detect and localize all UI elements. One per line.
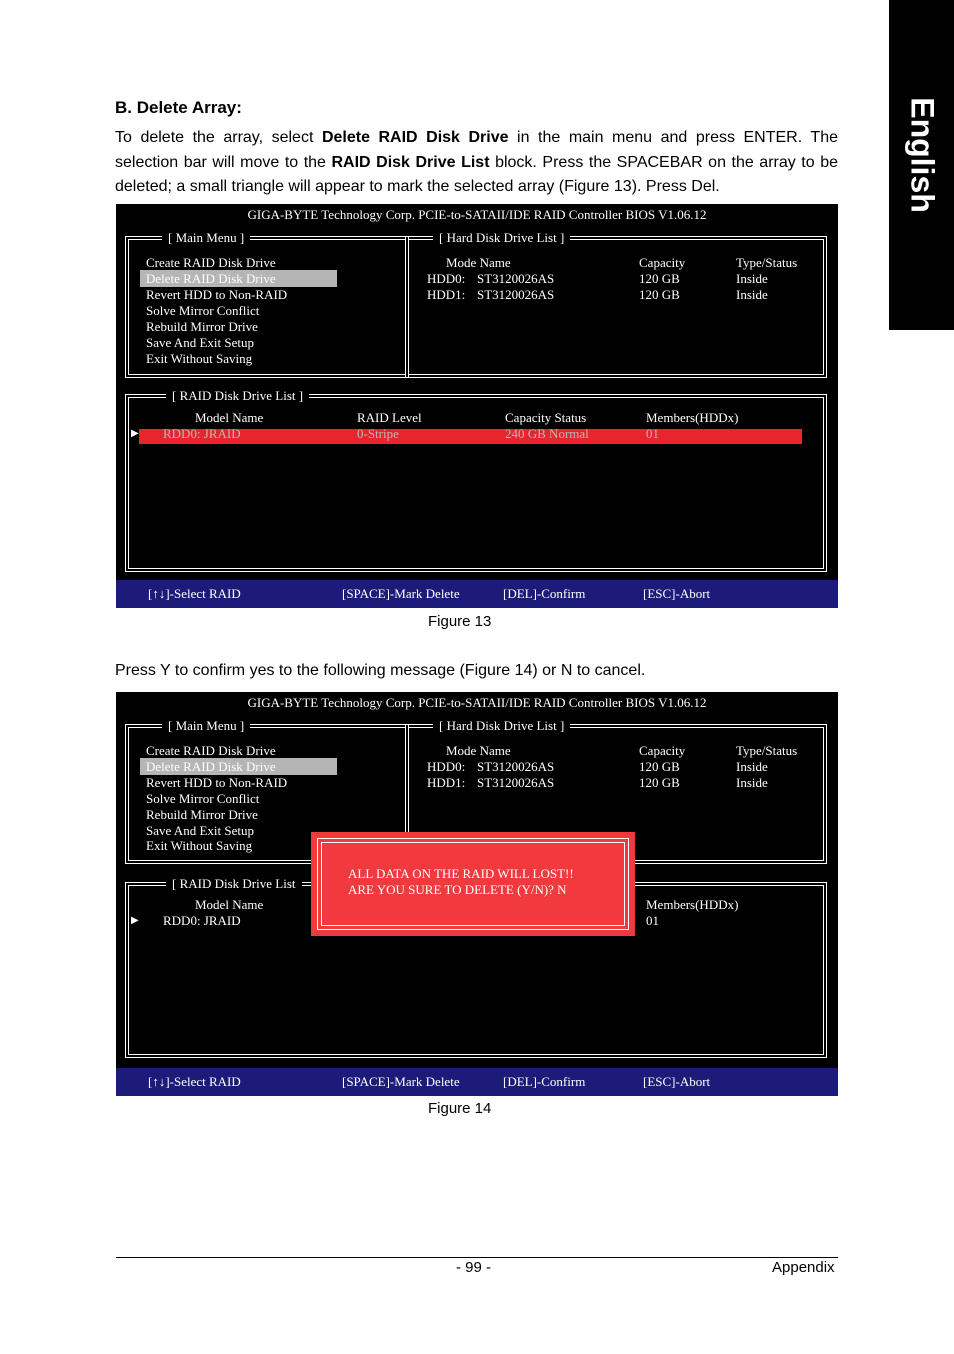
menu-item-solve[interactable]: Solve Mirror Conflict: [146, 791, 260, 806]
rdd-row-members: 01: [646, 426, 659, 441]
main-menu-title: [ Main Menu ]: [162, 230, 250, 246]
para-text: To delete the array, select: [115, 129, 322, 146]
delete-confirm-dialog[interactable]: [311, 832, 635, 936]
hdd-header-model: Mode Name: [446, 255, 511, 270]
hdd1-model: ST3120026AS: [477, 287, 555, 302]
hdd-header-status: Type/Status: [736, 743, 798, 758]
hdd0-port: HDD0:: [427, 759, 466, 774]
para-text: in the main menu and press ENTER. The selection bar will move to the: [115, 129, 838, 171]
menu-item-delete[interactable]: Delete RAID Disk Drive: [146, 759, 276, 774]
hdd-header-status: Type/Status: [736, 255, 798, 270]
hdd1-capacity: 120 GB: [639, 775, 680, 790]
key-select: [↑↓]-Select RAID: [148, 586, 241, 601]
rdd-row-name: RDD0: JRAID: [163, 426, 241, 441]
hdd0-model: ST3120026AS: [477, 271, 555, 286]
rdd-row-name[interactable]: RDD0: JRAID: [163, 913, 241, 928]
hdd0-capacity: 120 GB: [639, 271, 680, 286]
figure13-caption: Figure 13: [428, 613, 492, 630]
menu-item-save-exit[interactable]: Save And Exit Setup: [146, 335, 254, 350]
rdd-header-level: RAID Level: [357, 410, 422, 425]
menu-item-create[interactable]: Create RAID Disk Drive: [146, 743, 276, 758]
rdd-header-model: Model Name: [195, 410, 264, 425]
key-abort: [ESC]-Abort: [643, 586, 711, 601]
key-abort: [ESC]-Abort: [643, 1074, 711, 1089]
menu-item-create[interactable]: Create RAID Disk Drive: [146, 255, 276, 270]
menu-item-rebuild[interactable]: Rebuild Mirror Drive: [146, 319, 258, 334]
language-tab-label: English: [904, 97, 940, 213]
hdd-list-title: [ Hard Disk Drive List ]: [433, 230, 570, 246]
menu-item-delete[interactable]: Delete RAID Disk Drive: [146, 271, 276, 286]
rdd-list-title: [ RAID Disk Drive List ]: [166, 388, 309, 404]
key-confirm: [DEL]-Confirm: [503, 1074, 586, 1089]
para-text: block. Press the SPACEBAR on the array to be deleted; a small triangle will appear to mark the selected array (Figure 13). Press Del.: [115, 153, 839, 195]
hdd-header-capacity: Capacity: [639, 743, 686, 758]
hdd1-port: HDD1:: [427, 775, 466, 790]
rdd-header-members: Members(HDDx): [646, 410, 739, 425]
menu-item-rebuild[interactable]: Rebuild Mirror Drive: [146, 807, 258, 822]
menu-item-exit[interactable]: Exit Without Saving: [146, 351, 253, 366]
hdd1-port: HDD1:: [427, 287, 466, 302]
bios-title: GIGA-BYTE Technology Corp. PCIE-to-SATAII/IDE RAID Controller BIOS V1.06.12: [247, 695, 707, 710]
page-number: - 99 -: [456, 1259, 492, 1276]
page-section-label: Appendix: [772, 1259, 835, 1276]
rdd-row-capacity: 240 GB Normal: [505, 426, 589, 441]
bios-title: GIGA-BYTE Technology Corp. PCIE-to-SATAII/IDE RAID Controller BIOS V1.06.12: [247, 207, 707, 222]
menu-item-revert[interactable]: Revert HDD to Non-RAID: [146, 775, 288, 790]
menu-item-revert[interactable]: Revert HDD to Non-RAID: [146, 287, 288, 302]
rdd-list-title: [ RAID Disk Drive List: [166, 876, 302, 892]
key-help-bar: [116, 1068, 838, 1096]
figure14-caption: Figure 14: [428, 1100, 492, 1117]
hdd1-status: Inside: [736, 287, 768, 302]
para-bold-menu: Delete RAID Disk Drive: [321, 129, 509, 146]
menu-item-solve[interactable]: Solve Mirror Conflict: [146, 303, 260, 318]
menu-item-exit[interactable]: Exit Without Saving: [146, 838, 253, 853]
section-heading: B. Delete Array:: [115, 98, 242, 117]
rdd-row-members: 01: [646, 913, 659, 928]
confirm-paragraph: Press Y to confirm yes to the following message (Figure 14) or N to cancel.: [115, 662, 646, 679]
intro-paragraph: [115, 126, 838, 200]
hdd0-model: ST3120026AS: [477, 759, 555, 774]
hdd0-port: HDD0:: [427, 271, 466, 286]
selected-marker-icon: ▶: [131, 915, 139, 926]
language-tab: [889, 0, 954, 330]
hdd-header-capacity: Capacity: [639, 255, 686, 270]
selected-marker-icon: ▶: [131, 428, 139, 439]
key-help-bar: [116, 580, 838, 608]
hdd1-model: ST3120026AS: [477, 775, 555, 790]
hdd0-status: Inside: [736, 271, 768, 286]
hdd-header-model: Mode Name: [446, 743, 511, 758]
rdd-header-model: Model Name: [195, 897, 264, 912]
rdd-header-capacity: Capacity Status: [505, 410, 587, 425]
hdd1-capacity: 120 GB: [639, 287, 680, 302]
bios-screen-figure13: [116, 204, 838, 608]
key-mark-delete: [SPACE]-Mark Delete: [342, 1074, 460, 1089]
para-bold-block: RAID Disk Drive List: [331, 153, 490, 171]
menu-item-save-exit[interactable]: Save And Exit Setup: [146, 823, 254, 838]
key-select: [↑↓]-Select RAID: [148, 1074, 241, 1089]
hdd-list-title: [ Hard Disk Drive List ]: [433, 718, 570, 734]
dialog-message: [348, 866, 574, 898]
dialog-prompt-text: ARE YOU SURE TO DELETE (Y/N)? N: [348, 882, 567, 897]
main-menu-title: [ Main Menu ]: [162, 718, 250, 734]
dialog-warning-text: ALL DATA ON THE RAID WILL LOST!!: [348, 866, 574, 881]
rdd-header-members: Members(HDDx): [646, 897, 739, 912]
key-mark-delete: [SPACE]-Mark Delete: [342, 586, 460, 601]
hdd1-status: Inside: [736, 775, 768, 790]
key-confirm: [DEL]-Confirm: [503, 586, 586, 601]
footer-rule: [116, 1257, 838, 1258]
hdd0-status: Inside: [736, 759, 768, 774]
hdd0-capacity: 120 GB: [639, 759, 680, 774]
rdd-row-level: 0-Stripe: [357, 426, 399, 441]
